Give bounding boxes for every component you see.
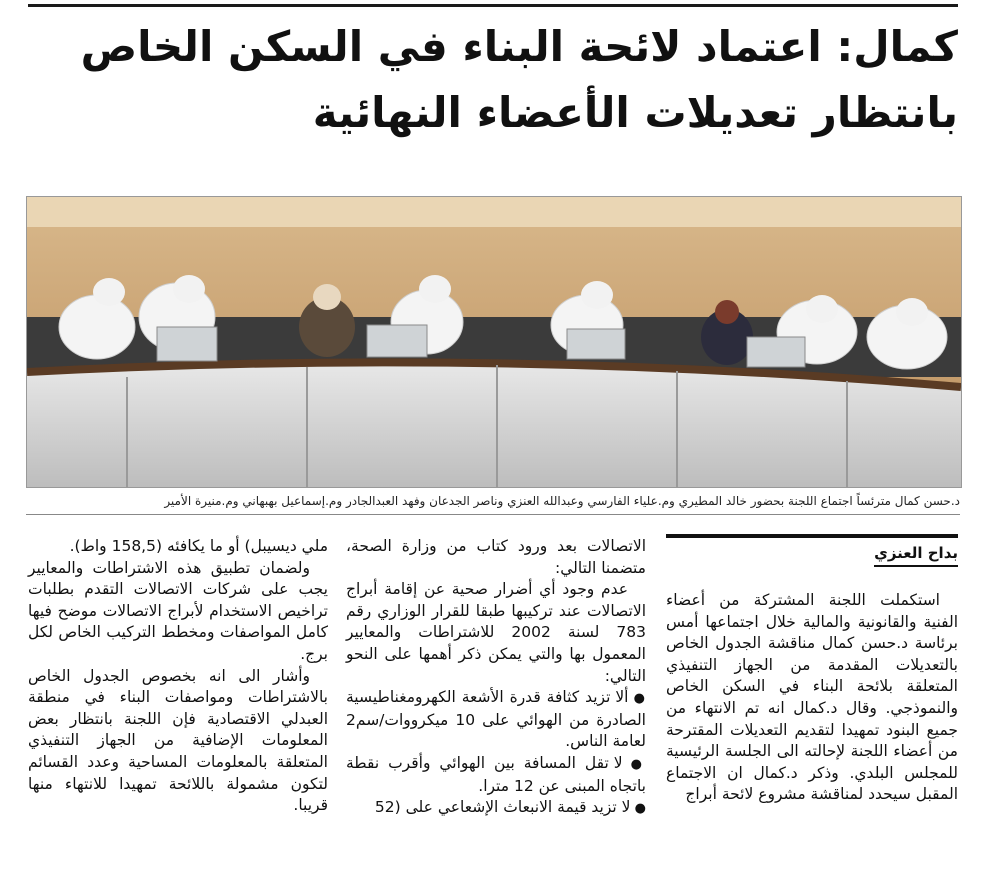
column-1-text: استكملت اللجنة المشتركة من أعضاء الفنية والقانونية والمالية خلال اجتماعها أمس برئاسة د.حسن كمال مناقشة الجدول الخاص بالتعديلات المقدمة من الجهاز التنفيذي المتعلقة بلائحة البناء في السكن الخاص والنموذجي. وقال د.كمال انه تم الانتهاء من جميع البنود تمهيدا لتقديم التعديلات المقترحة من أعضاء اللجنة لإحالته الى الجلسة الرئيسية للمجلس البلدي. وذكر د.كمال ان الاجتماع المقبل سيحدد لمناقشة مشروع لائحة أبراج xyxy=(666,591,958,804)
bullet-item-3: ● لا تزيد قيمة الانبعاث الإشعاعي على (52 xyxy=(346,797,646,820)
top-rule xyxy=(28,4,958,7)
article-column-3 xyxy=(28,536,328,817)
headline-line-1: كمال: اعتماد لائحة البناء في السكن الخاص xyxy=(80,22,958,71)
caption-divider xyxy=(26,514,960,515)
column-3-para-2: ولضمان تطبيق هذه الاشتراطات والمعايير يجب على شركات الاتصالات التقدم بطلبات تراخيص الاستخدام لأبراج الاتصالات موضح فيها كامل المواصفات ومخطط التركيب الخاص لكل برج. xyxy=(28,558,328,663)
byline-box xyxy=(666,534,958,567)
byline: بداح العنزي xyxy=(874,542,958,567)
photo-caption: د.حسن كمال مترئساً اجتماع اللجنة بحضور خالد المطيري وم.علياء الفارسي وعبدالله العنزي وناصر الجدعان وفهد العبدالجادر وم.إسماعيل بهبهاني وم.منيرة الأمير xyxy=(164,494,960,508)
headline xyxy=(30,14,958,146)
article-column-2 xyxy=(346,536,646,820)
headline-line-2: بانتظار تعديلات الأعضاء النهائية xyxy=(312,88,958,137)
column-3-para-1: ملي ديسيبل) أو ما يكافئه (158,5 واط). xyxy=(69,537,328,555)
column-2-intro: الاتصالات بعد ورود كتاب من وزارة الصحة، متضمنا التالي: xyxy=(346,537,646,577)
column-2-body: عدم وجود أي أضرار صحية عن إقامة أبراج الاتصالات عند تركيبها طبقا للقرار الوزاري رقم 783 لسنة 2002 للاشتراطات والمعايير المعمول بها والتي يمكن ذكر أهمها على النحو التالي: xyxy=(346,580,646,685)
bullet-item-2: ● لا تقل المسافة بين الهوائي وأقرب نقطة باتجاه المبنى عن 12 مترا. xyxy=(346,753,646,797)
bullet-item-1: ● ألا تزيد كثافة قدرة الأشعة الكهرومغناطيسية الصادرة من الهوائي على 10 ميكرووات/سم2 لعامة الناس. xyxy=(346,687,646,753)
article-column-1 xyxy=(666,590,958,806)
meeting-photo xyxy=(26,196,962,488)
column-3-para-3: وأشار الى انه بخصوص الجدول الخاص بالاشتراطات ومواصفات البناء في منطقة العبدلي الاقتصادية فإن اللجنة بانتظار بعض المعلومات الإضافية من الجهاز التنفيذي المتعلقة بالمعلومات المساحية وعدد القسائم لتكون مشمولة باللائحة تمهيدا للانتهاء منها قريبا. xyxy=(28,666,328,815)
